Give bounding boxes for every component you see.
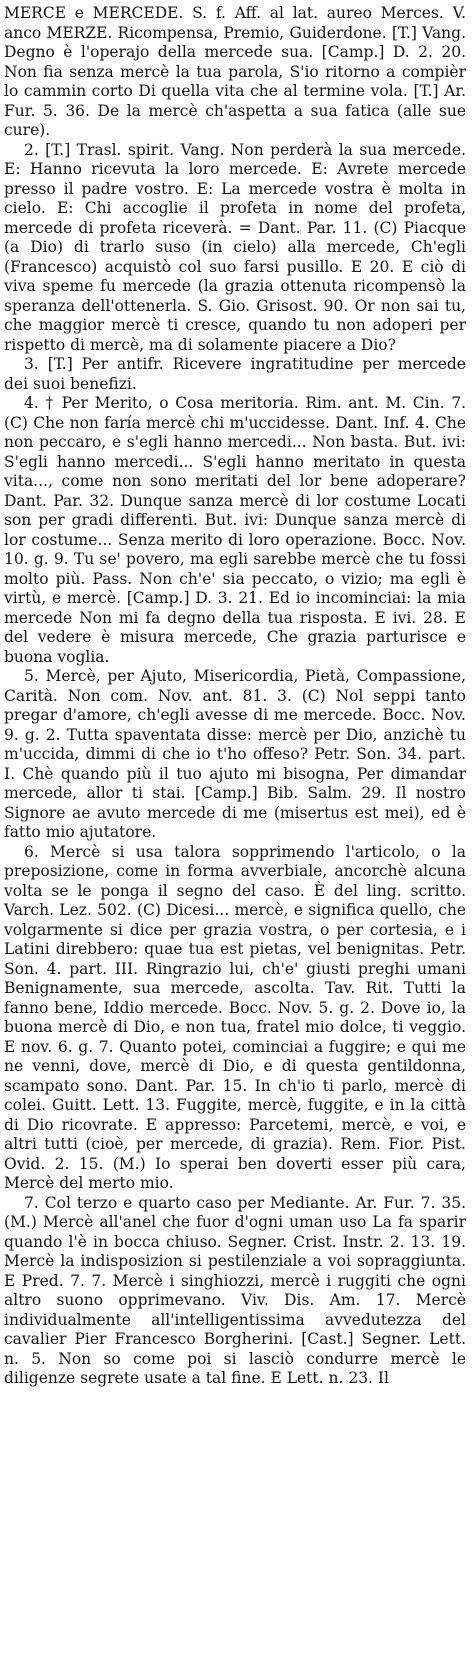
- sense-3-paragraph: 3. [T.] Per antifr. Ricevere ingratitudine per mercede dei suoi benefizi.: [4, 355, 466, 393]
- sense-4-paragraph: 4. † Per Merito, o Cosa meritoria. Rim. ant. M. Cin. 7. (C) Che non faría mercè chi m'uccidesse. Dant. Inf. 4. Che non peccaro, e s'egli hanno mercedi... Non basta. But. ivi: S'egli hanno mercedi... S'egli hanno meritato in questa vita..., come non sono meritati del lor bene adoperare? Dant. Par. 32. Dunque sanza mercè di lor costume Locati son per gradi differenti. But. ivi: Dunque sanza mercè di lor costume... Senza merito di loro operazione. Bocc. Nov. 10. g. 9. Tu se' povero, ma egli sarebbe mercè che tu fossi molto più. Pass. Non ch'e' sia peccato, o vizio; ma egli è virtù, e mercè. [Camp.] D. 3. 21. Ed io incominciai: la mia mercede Non mi fa degno della tua risposta. E ivi. 28. E del vedere è misura mercede, Che grazia parturisce e buona voglia.: [4, 394, 466, 666]
- sense-2-paragraph: 2. [T.] Trasl. spirit. Vang. Non perderà la sua mercede. E: Hanno ricevuta la loro mercede. E: Avrete mercede presso il padre vostro. E: La mercede vostra è molta in cielo. E: Chi accoglie il profeta in nome del profeta, mercede di profeta riceverà. = Dant. Par. 11. (C) Piacque (a Dio) di trarlo suso (in cielo) alla mercede, Ch'egli (Francesco) acquistò col suo farsi pusillo. E 20. E ciò di viva speme fu mercede (la grazia ottenuta ricompensò la speranza dell'ottenerla. S. Gio. Grisost. 90. Or non sai tu, che maggior mercè ti cresce, quando tu non adoperi per rispetto di mercè, ma di solamente piacere a Dio?: [4, 140, 466, 354]
- dictionary-entry: [4, 4, 466, 1389]
- sense-7-paragraph: 7. Col terzo e quarto caso per Mediante. Ar. Fur. 7. 35. (M.) Mercè all'anel che fuor d'ogni uman uso La fa sparir quando l'è in bocca chiuso. Segner. Crist. Instr. 2. 13. 19. Mercè la indisposizion si pestilenziale a voi sopraggiunta. E Pred. 7. 7. Mercè i singhiozzi, mercè i ruggiti che ogni altro suono opprimevano. Viv. Dis. Am. 17. Mercè individualmente all'intelligentissima avvedutezza del cavalier Pier Francesco Borgherini. [Cast.] Segner. Lett. n. 5. Non so come poi si lasciò condurre mercè le diligenze segrete usate a tal fine. E Lett. n. 23. Il: [4, 1193, 466, 1387]
- sense-6-paragraph: 6. Mercè si usa talora sopprimendo l'articolo, o la preposizione, come in forma avverbiale, ancorchè alcuna volta se le ponga il segno del caso. È del ling. scritto. Varch. Lez. 502. (C) Dicesi... mercè, e significa quello, che volgarmente si dice per grazia vostra, o per cortesia, e i Latini direbbero: quae tua est pietas, vel benignitas. Petr. Son. 4. part. III. Ringrazio lui, ch'e' giusti preghi umani Benignamente, sua mercede, ascolta. Tav. Rit. Tutti la fanno bene, Iddio mercede. Bocc. Nov. 5. g. 2. Dove io, la buona mercè di Dio, e non tua, fratel mio dolce, ti veggio. E nov. 6. g. 7. Quanto potei, cominciai a fuggire; e qui me ne venni, dove, mercè di Dio, e di questa gentildonna, scampato sono. Dant. Par. 15. In ch'io ti parlo, mercè di colei. Guitt. Lett. 13. Fuggite, mercè, fuggite, e in la città di Dio ricovrate. E appresso: Parcetemi, mercè, e voi, e altri tutti (cioè, per mercede, di grazia). Rem. Fior. Pist. Ovid. 2. 15. (M.) Io sperai ben doverti esser più cara, Mercè del merto mio.: [4, 842, 466, 1192]
- sense-5-paragraph: 5. Mercè, per Ajuto, Misericordia, Pietà, Compassione, Carità. Non com. Nov. ant. 81. 3. (C) Nol seppi tanto pregar d'amore, ch'egli avesse di me mercede. Bocc. Nov. 9. g. 2. Tutta spaventata disse: mercè per Dio, anzichè tu m'uccida, dimmi di che io t'ho offeso? Petr. Son. 34. part. I. Chè quando più il tuo ajuto mi bisogna, Per dimandar mercede, allor ti stai. [Camp.] Bib. Salm. 29. Il nostro Signore ae avuto mercede di me (misertus est mei), ed è fatto mio ajutatore.: [4, 667, 466, 841]
- entry-headword-paragraph: MERCE e MERCEDE. S. f. Aff. al lat. aureo Merces. V. anco MERZE. Ricompensa, Premio, Guiderdone. [T.] Vang. Degno è l'operajo della mercede sua. [Camp.] D. 2. 20. Non fia senza mercè la tua parola, S'io ritorno a compièr lo cammin corto Di quella vita che al termine vola. [T.] Ar. Fur. 5. 36. De la mercè ch'aspetta a sua fatica (alle sue cure).: [4, 4, 466, 139]
